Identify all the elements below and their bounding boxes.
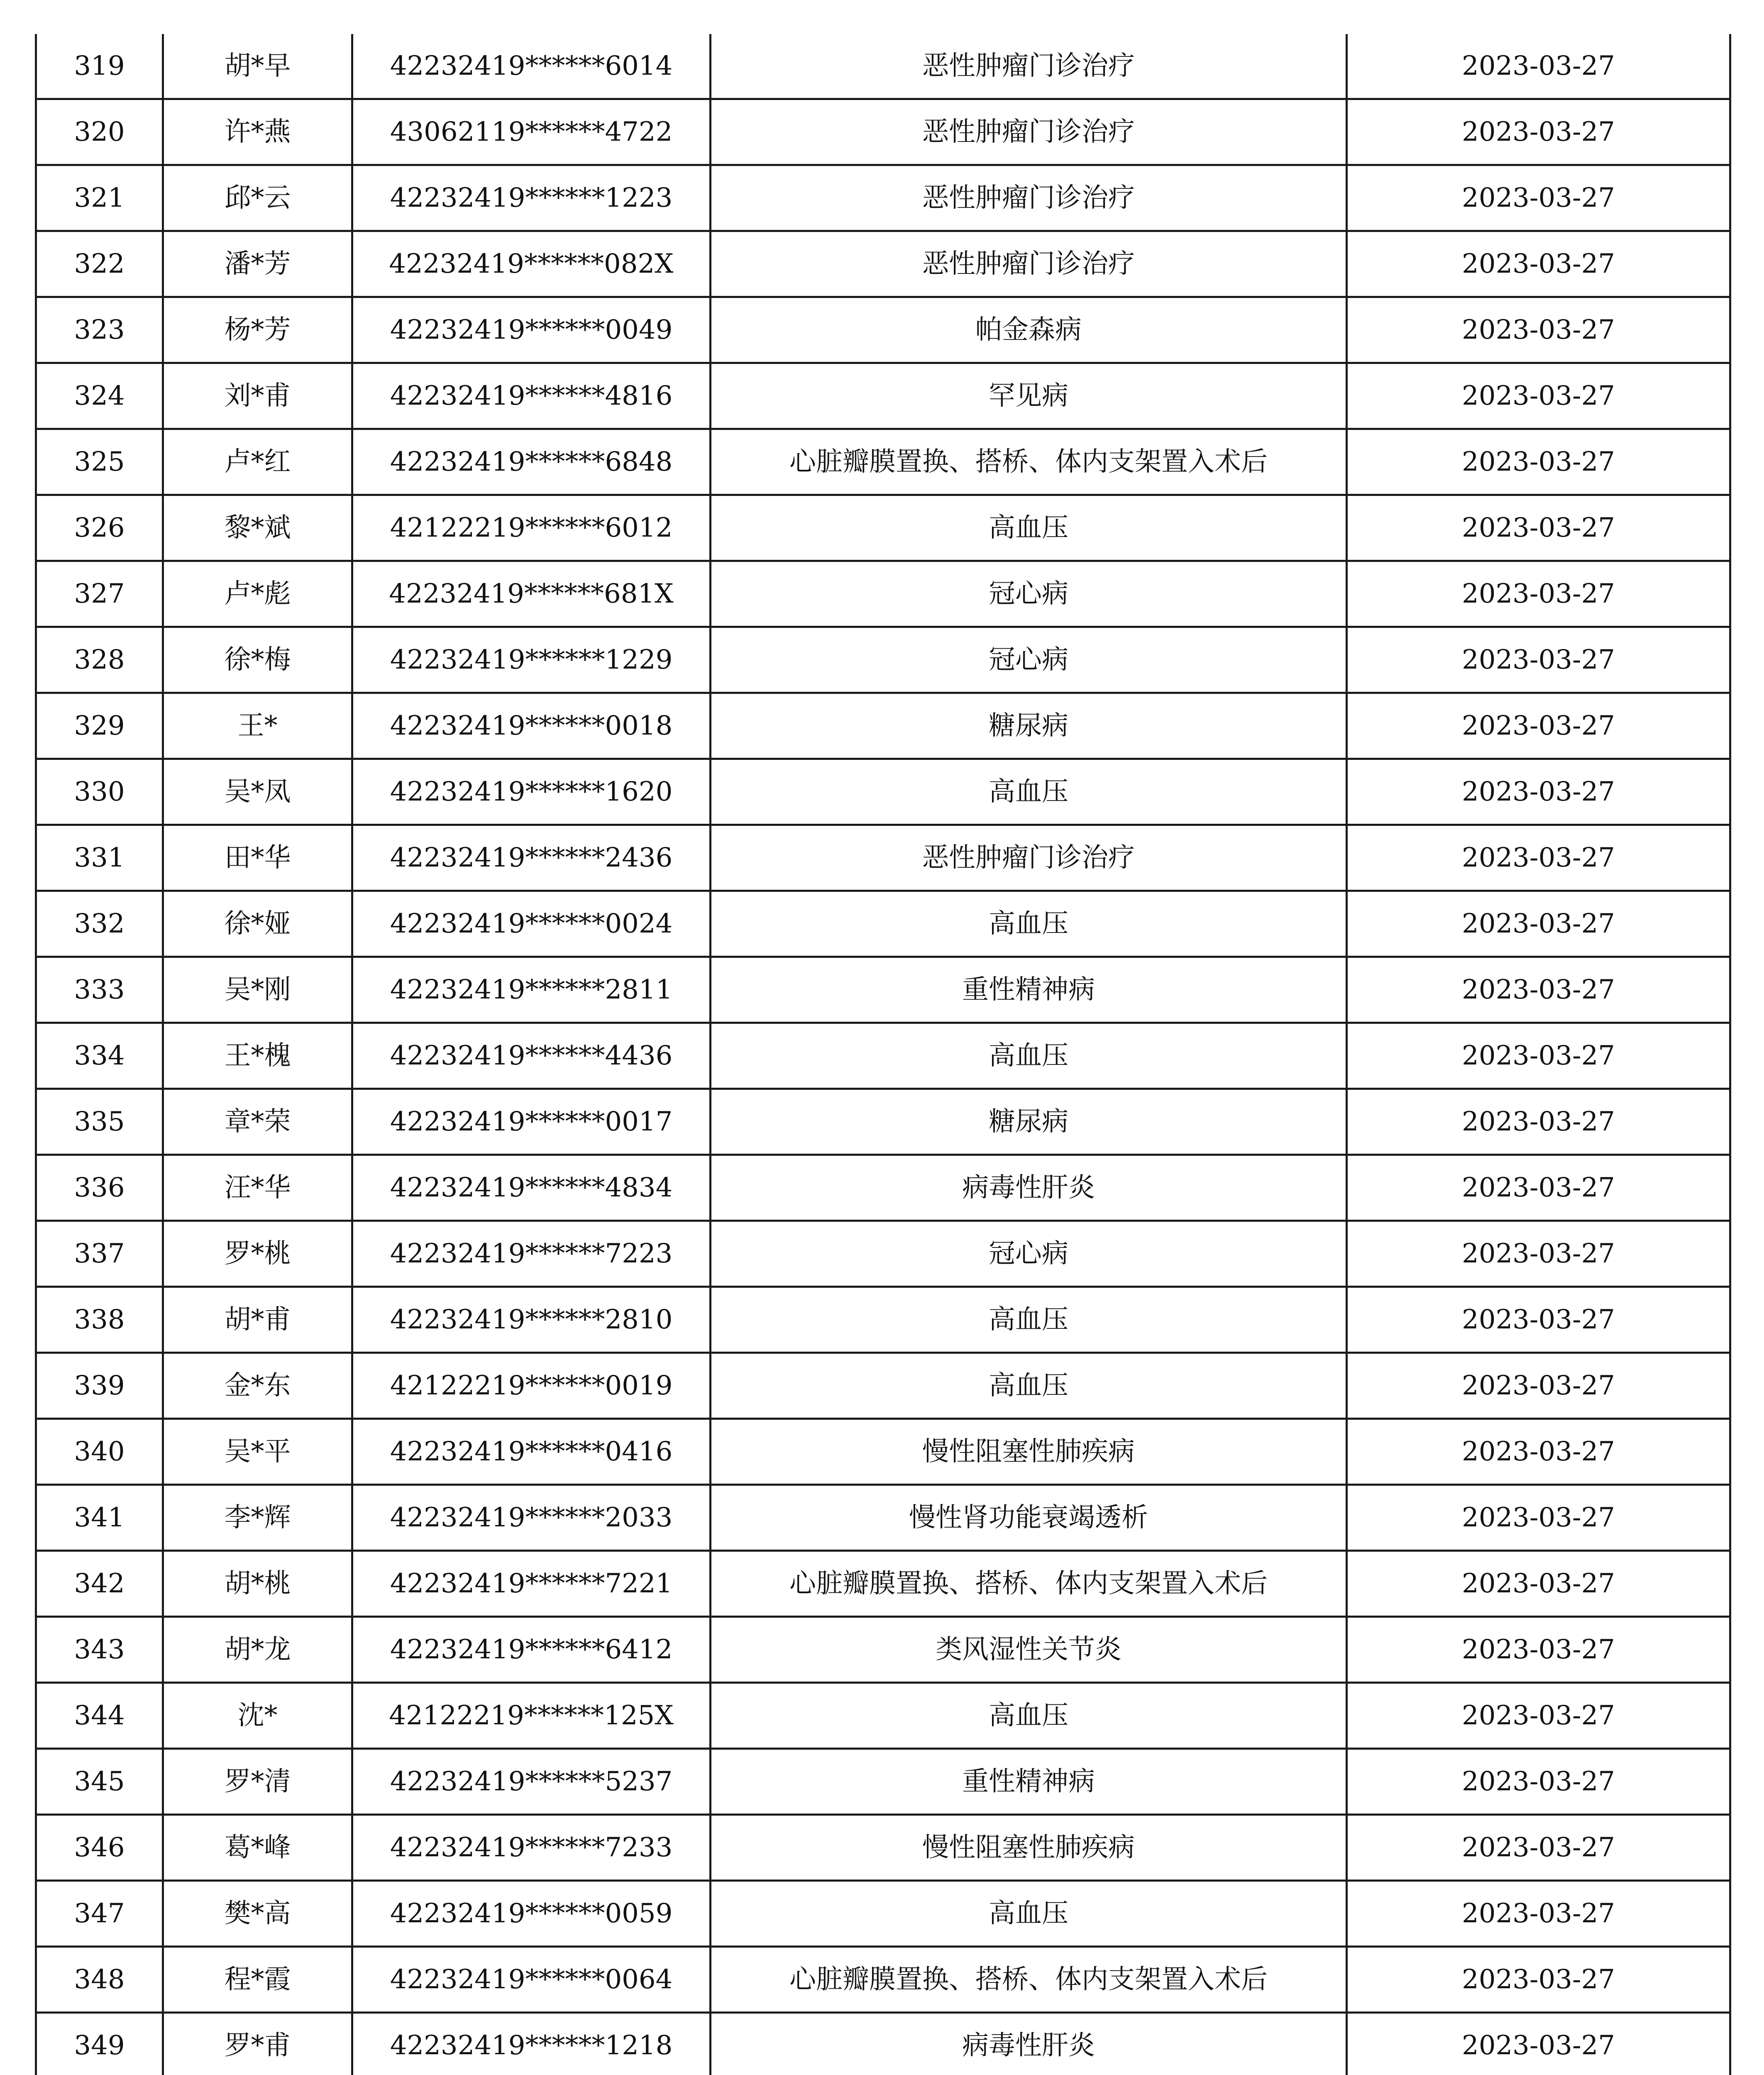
table-row (36, 1485, 1730, 1551)
serial-number-cell: 347 (36, 1881, 163, 1947)
date-cell: 2023-03-27 (1347, 1419, 1730, 1485)
table-row (36, 363, 1730, 429)
disease-cell: 重性精神病 (711, 957, 1347, 1023)
patient-name-cell: 胡*桃 (163, 1551, 352, 1617)
table-row (36, 1617, 1730, 1683)
id-number-cell: 42232419******1218 (352, 2013, 711, 2075)
patient-name-cell: 吴*平 (163, 1419, 352, 1485)
serial-number-cell: 342 (36, 1551, 163, 1617)
date-cell: 2023-03-27 (1347, 1947, 1730, 2013)
patient-name-cell: 沈* (163, 1683, 352, 1749)
disease-cell: 病毒性肝炎 (711, 2013, 1347, 2075)
disease-cell: 心脏瓣膜置换、搭桥、体内支架置入术后 (711, 429, 1347, 495)
date-cell: 2023-03-27 (1347, 1221, 1730, 1287)
table-row (36, 99, 1730, 165)
serial-number-cell: 322 (36, 231, 163, 297)
serial-number-cell: 329 (36, 693, 163, 759)
table-row (36, 165, 1730, 231)
id-number-cell: 42232419******0416 (352, 1419, 711, 1485)
serial-number-cell: 348 (36, 1947, 163, 2013)
serial-number-cell: 349 (36, 2013, 163, 2075)
patient-name-cell: 李*辉 (163, 1485, 352, 1551)
patient-name-cell: 葛*峰 (163, 1815, 352, 1881)
disease-cell: 糖尿病 (711, 693, 1347, 759)
patient-name-cell: 田*华 (163, 825, 352, 891)
id-number-cell: 42232419******4436 (352, 1023, 711, 1089)
disease-cell: 慢性阻塞性肺疾病 (711, 1419, 1347, 1485)
patient-name-cell: 章*荣 (163, 1089, 352, 1155)
disease-cell: 高血压 (711, 1287, 1347, 1353)
serial-number-cell: 339 (36, 1353, 163, 1419)
serial-number-cell: 320 (36, 99, 163, 165)
table-body (36, 34, 1730, 2075)
serial-number-cell: 336 (36, 1155, 163, 1221)
table-row (36, 759, 1730, 825)
serial-number-cell: 334 (36, 1023, 163, 1089)
date-cell: 2023-03-27 (1347, 627, 1730, 693)
patient-name-cell: 金*东 (163, 1353, 352, 1419)
disease-cell: 帕金森病 (711, 297, 1347, 363)
disease-cell: 心脏瓣膜置换、搭桥、体内支架置入术后 (711, 1551, 1347, 1617)
date-cell: 2023-03-27 (1347, 1881, 1730, 1947)
disease-cell: 高血压 (711, 1881, 1347, 1947)
patient-name-cell: 樊*高 (163, 1881, 352, 1947)
patient-name-cell: 吴*凤 (163, 759, 352, 825)
date-cell: 2023-03-27 (1347, 297, 1730, 363)
table-row (36, 693, 1730, 759)
disease-cell: 高血压 (711, 891, 1347, 957)
patient-name-cell: 徐*梅 (163, 627, 352, 693)
disease-cell: 高血压 (711, 495, 1347, 561)
id-number-cell: 42232419******5237 (352, 1749, 711, 1815)
id-number-cell: 42232419******0059 (352, 1881, 711, 1947)
table-row (36, 495, 1730, 561)
table-row (36, 627, 1730, 693)
id-number-cell: 42232419******0024 (352, 891, 711, 957)
id-number-cell: 42232419******2436 (352, 825, 711, 891)
disease-cell: 冠心病 (711, 561, 1347, 627)
date-cell: 2023-03-27 (1347, 1023, 1730, 1089)
table-row (36, 561, 1730, 627)
date-cell: 2023-03-27 (1347, 1551, 1730, 1617)
patient-name-cell: 卢*红 (163, 429, 352, 495)
serial-number-cell: 341 (36, 1485, 163, 1551)
date-cell: 2023-03-27 (1347, 1353, 1730, 1419)
id-number-cell: 42122219******0019 (352, 1353, 711, 1419)
table-row (36, 1815, 1730, 1881)
date-cell: 2023-03-27 (1347, 1089, 1730, 1155)
table-row (36, 1947, 1730, 2013)
document-page (35, 34, 1729, 2075)
serial-number-cell: 346 (36, 1815, 163, 1881)
table-row (36, 2013, 1730, 2075)
id-number-cell: 42232419******7223 (352, 1221, 711, 1287)
patient-name-cell: 卢*彪 (163, 561, 352, 627)
disease-cell: 慢性肾功能衰竭透析 (711, 1485, 1347, 1551)
disease-cell: 高血压 (711, 759, 1347, 825)
patient-name-cell: 程*霞 (163, 1947, 352, 2013)
id-number-cell: 42232419******6412 (352, 1617, 711, 1683)
serial-number-cell: 343 (36, 1617, 163, 1683)
id-number-cell: 42232419******4834 (352, 1155, 711, 1221)
date-cell: 2023-03-27 (1347, 363, 1730, 429)
id-number-cell: 43062119******4722 (352, 99, 711, 165)
date-cell: 2023-03-27 (1347, 495, 1730, 561)
disease-cell: 类风湿性关节炎 (711, 1617, 1347, 1683)
serial-number-cell: 335 (36, 1089, 163, 1155)
table-row (36, 1881, 1730, 1947)
date-cell: 2023-03-27 (1347, 165, 1730, 231)
date-cell: 2023-03-27 (1347, 1815, 1730, 1881)
patient-name-cell: 王*槐 (163, 1023, 352, 1089)
serial-number-cell: 319 (36, 34, 163, 99)
table-row (36, 231, 1730, 297)
id-number-cell: 42122219******6012 (352, 495, 711, 561)
date-cell: 2023-03-27 (1347, 891, 1730, 957)
id-number-cell: 42232419******1223 (352, 165, 711, 231)
id-number-cell: 42232419******2811 (352, 957, 711, 1023)
patient-name-cell: 罗*甫 (163, 2013, 352, 2075)
date-cell: 2023-03-27 (1347, 759, 1730, 825)
date-cell: 2023-03-27 (1347, 99, 1730, 165)
disease-cell: 慢性阻塞性肺疾病 (711, 1815, 1347, 1881)
patient-name-cell: 罗*清 (163, 1749, 352, 1815)
serial-number-cell: 323 (36, 297, 163, 363)
patient-name-cell: 潘*芳 (163, 231, 352, 297)
serial-number-cell: 328 (36, 627, 163, 693)
id-number-cell: 42232419******1229 (352, 627, 711, 693)
table-row (36, 1155, 1730, 1221)
disease-cell: 恶性肿瘤门诊治疗 (711, 825, 1347, 891)
disease-cell: 高血压 (711, 1023, 1347, 1089)
id-number-cell: 42232419******0018 (352, 693, 711, 759)
patient-name-cell: 胡*早 (163, 34, 352, 99)
date-cell: 2023-03-27 (1347, 693, 1730, 759)
date-cell: 2023-03-27 (1347, 1749, 1730, 1815)
disease-cell: 高血压 (711, 1683, 1347, 1749)
patient-name-cell: 王* (163, 693, 352, 759)
table-row (36, 1353, 1730, 1419)
id-number-cell: 42232419******4816 (352, 363, 711, 429)
patient-name-cell: 胡*龙 (163, 1617, 352, 1683)
id-number-cell: 42232419******7233 (352, 1815, 711, 1881)
patient-name-cell: 刘*甫 (163, 363, 352, 429)
table-row (36, 34, 1730, 99)
table-row (36, 297, 1730, 363)
id-number-cell: 42232419******2033 (352, 1485, 711, 1551)
table-row (36, 957, 1730, 1023)
table-row (36, 891, 1730, 957)
serial-number-cell: 325 (36, 429, 163, 495)
serial-number-cell: 324 (36, 363, 163, 429)
date-cell: 2023-03-27 (1347, 561, 1730, 627)
disease-cell: 罕见病 (711, 363, 1347, 429)
table-row (36, 1749, 1730, 1815)
patient-name-cell: 黎*斌 (163, 495, 352, 561)
table-row (36, 1221, 1730, 1287)
date-cell: 2023-03-27 (1347, 825, 1730, 891)
id-number-cell: 42232419******0049 (352, 297, 711, 363)
table-row (36, 1089, 1730, 1155)
date-cell: 2023-03-27 (1347, 2013, 1730, 2075)
id-number-cell: 42232419******1620 (352, 759, 711, 825)
id-number-cell: 42232419******2810 (352, 1287, 711, 1353)
disease-cell: 恶性肿瘤门诊治疗 (711, 165, 1347, 231)
date-cell: 2023-03-27 (1347, 1485, 1730, 1551)
serial-number-cell: 333 (36, 957, 163, 1023)
id-number-cell: 42232419******6848 (352, 429, 711, 495)
patient-name-cell: 邱*云 (163, 165, 352, 231)
id-number-cell: 42232419******681X (352, 561, 711, 627)
disease-cell: 病毒性肝炎 (711, 1155, 1347, 1221)
patient-name-cell: 吴*刚 (163, 957, 352, 1023)
disease-cell: 恶性肿瘤门诊治疗 (711, 34, 1347, 99)
table-row (36, 1023, 1730, 1089)
id-number-cell: 42232419******7221 (352, 1551, 711, 1617)
table-row (36, 825, 1730, 891)
serial-number-cell: 327 (36, 561, 163, 627)
date-cell: 2023-03-27 (1347, 1683, 1730, 1749)
serial-number-cell: 330 (36, 759, 163, 825)
serial-number-cell: 344 (36, 1683, 163, 1749)
id-number-cell: 42122219******125X (352, 1683, 711, 1749)
date-cell: 2023-03-27 (1347, 429, 1730, 495)
id-number-cell: 42232419******082X (352, 231, 711, 297)
patient-name-cell: 罗*桃 (163, 1221, 352, 1287)
disease-cell: 心脏瓣膜置换、搭桥、体内支架置入术后 (711, 1947, 1347, 2013)
table-row (36, 1551, 1730, 1617)
patient-name-cell: 胡*甫 (163, 1287, 352, 1353)
serial-number-cell: 340 (36, 1419, 163, 1485)
patient-name-cell: 许*燕 (163, 99, 352, 165)
serial-number-cell: 331 (36, 825, 163, 891)
serial-number-cell: 345 (36, 1749, 163, 1815)
disease-cell: 恶性肿瘤门诊治疗 (711, 231, 1347, 297)
table-row (36, 1683, 1730, 1749)
date-cell: 2023-03-27 (1347, 34, 1730, 99)
disease-cell: 高血压 (711, 1353, 1347, 1419)
table-row (36, 1287, 1730, 1353)
patient-table (35, 34, 1731, 2075)
id-number-cell: 42232419******6014 (352, 34, 711, 99)
table-row (36, 429, 1730, 495)
serial-number-cell: 332 (36, 891, 163, 957)
table-row (36, 1419, 1730, 1485)
date-cell: 2023-03-27 (1347, 1287, 1730, 1353)
serial-number-cell: 326 (36, 495, 163, 561)
date-cell: 2023-03-27 (1347, 231, 1730, 297)
serial-number-cell: 321 (36, 165, 163, 231)
disease-cell: 冠心病 (711, 1221, 1347, 1287)
serial-number-cell: 337 (36, 1221, 163, 1287)
patient-name-cell: 杨*芳 (163, 297, 352, 363)
date-cell: 2023-03-27 (1347, 957, 1730, 1023)
patient-name-cell: 徐*娅 (163, 891, 352, 957)
disease-cell: 恶性肿瘤门诊治疗 (711, 99, 1347, 165)
disease-cell: 重性精神病 (711, 1749, 1347, 1815)
id-number-cell: 42232419******0017 (352, 1089, 711, 1155)
date-cell: 2023-03-27 (1347, 1617, 1730, 1683)
patient-name-cell: 汪*华 (163, 1155, 352, 1221)
disease-cell: 糖尿病 (711, 1089, 1347, 1155)
disease-cell: 冠心病 (711, 627, 1347, 693)
serial-number-cell: 338 (36, 1287, 163, 1353)
date-cell: 2023-03-27 (1347, 1155, 1730, 1221)
id-number-cell: 42232419******0064 (352, 1947, 711, 2013)
